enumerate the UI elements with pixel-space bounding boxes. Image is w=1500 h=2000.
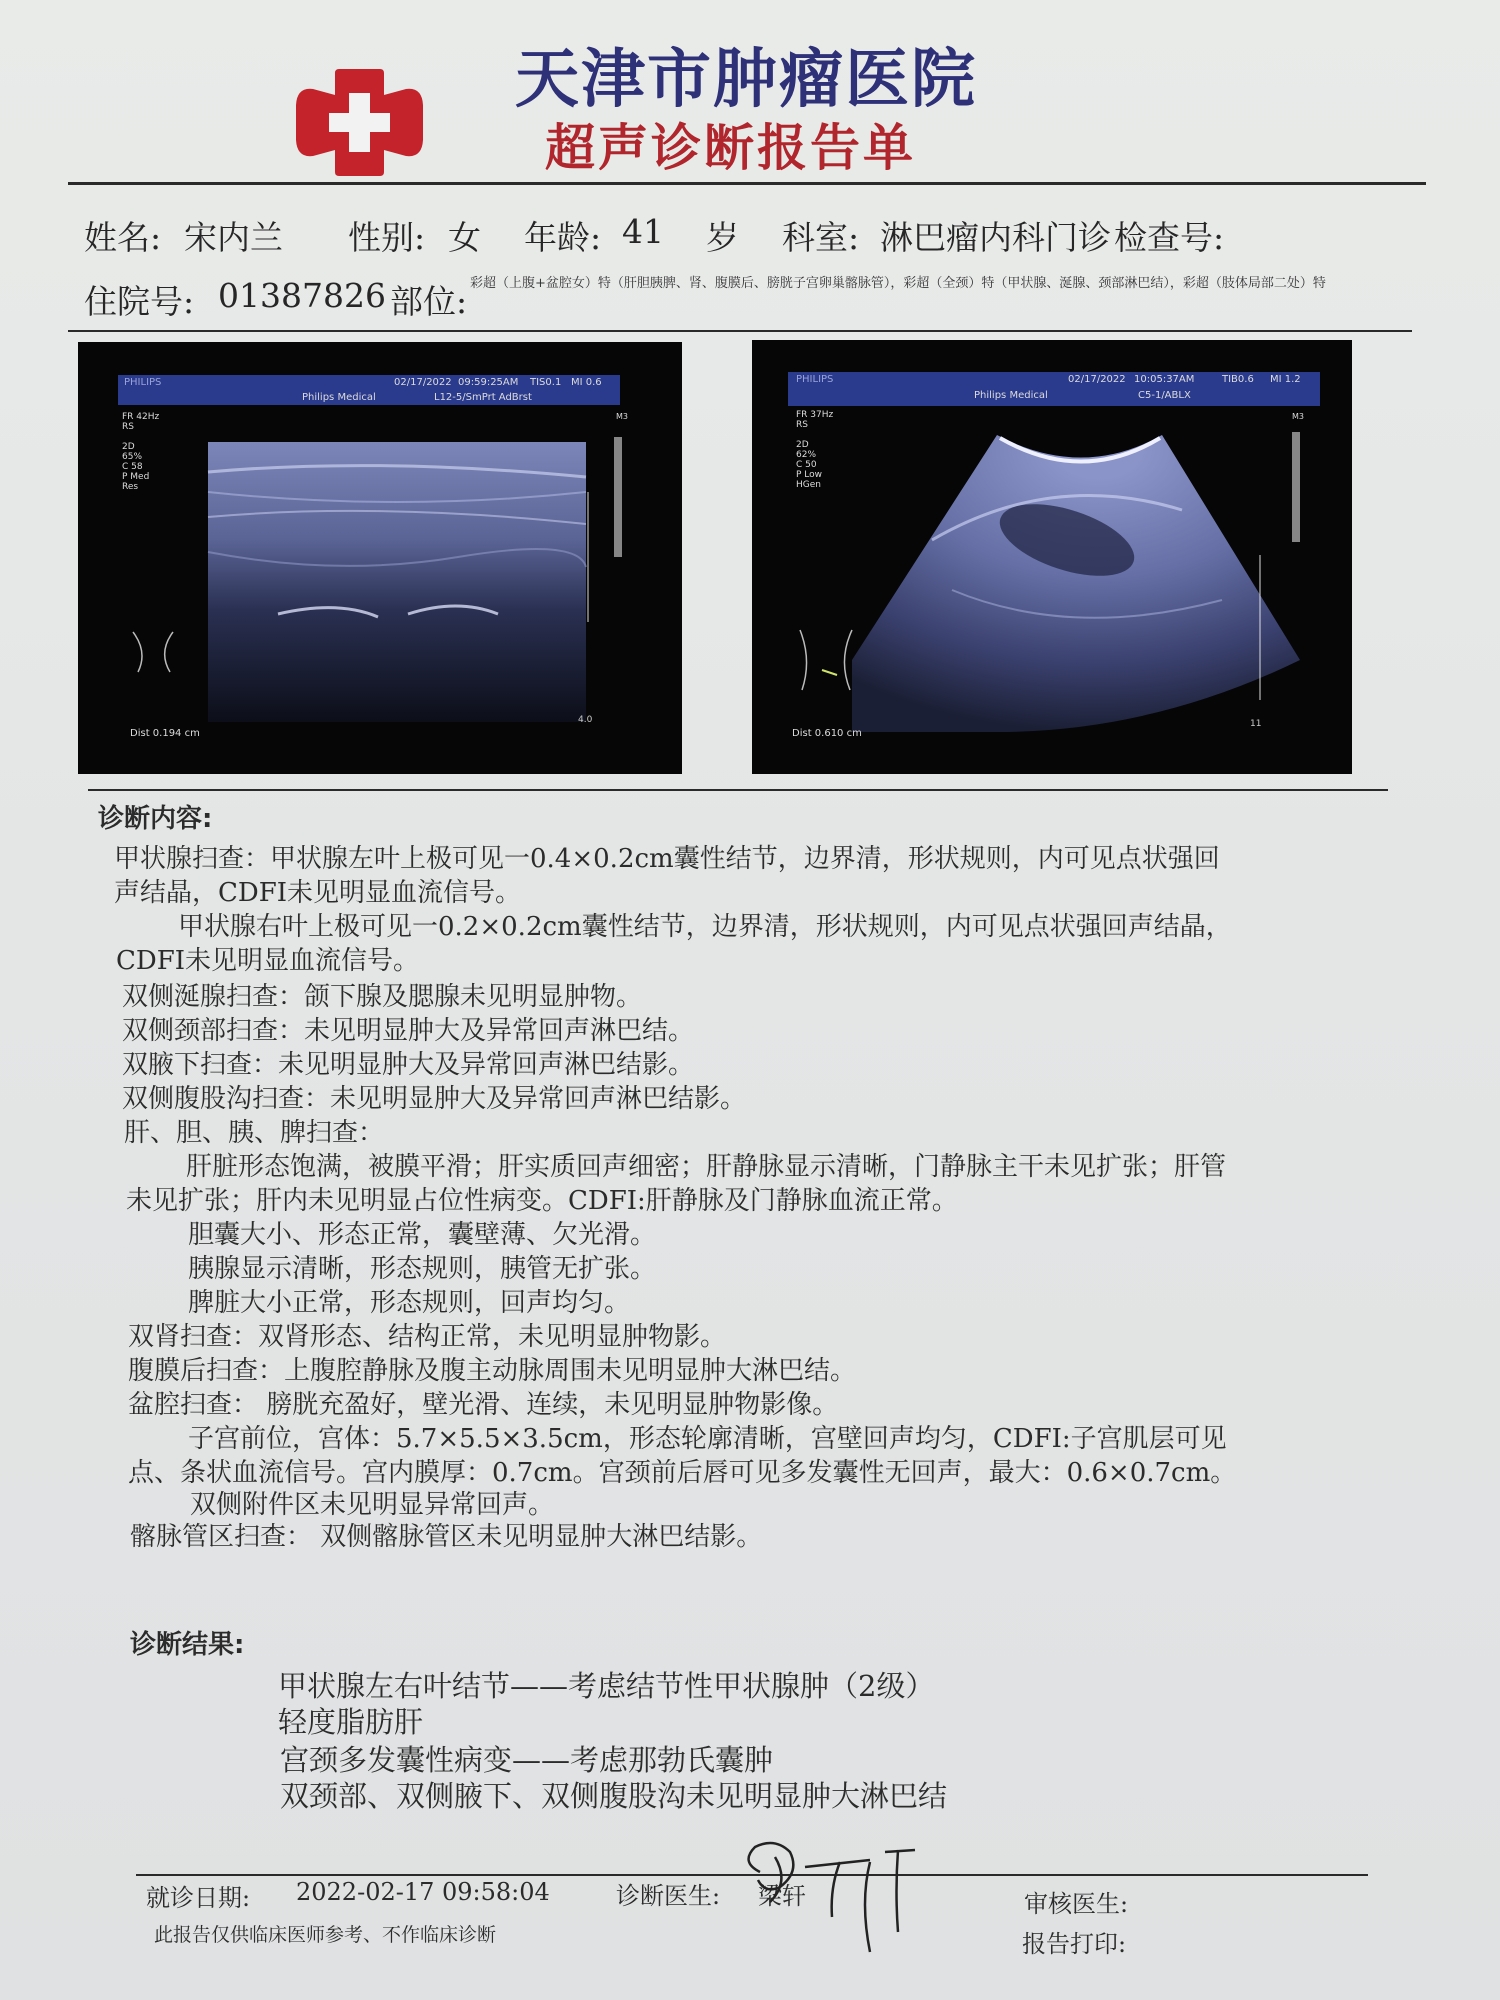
reviewer-label: 审核医生: [1024, 1890, 1129, 1918]
exam-no-label: 检查号: [1114, 218, 1225, 257]
hospital-name: 天津市肿瘤医院 [515, 42, 977, 117]
result-item: 甲状腺左右叶结节——考虑结节性甲状腺肿（2级） [278, 1669, 935, 1703]
diagnosis-line: 双肾扫查：双肾形态、结构正常，未见明显肿物影。 [128, 1322, 727, 1352]
diagnosis-line: 胆囊大小、形态正常，囊壁薄、欠光滑。 [188, 1220, 657, 1250]
print-label: 报告打印: [1022, 1930, 1127, 1958]
us1-maker: Philips Medical [302, 392, 376, 403]
diagnosis-line: 双侧涎腺扫查：颌下腺及腮腺未见明显肿物。 [122, 982, 643, 1012]
age-unit: 岁 [706, 218, 739, 257]
ultrasound-image-1 [78, 342, 682, 774]
us2-maker: Philips Medical [974, 390, 1048, 401]
diagnosis-line: 腹膜后扫查：上腹腔静脉及腹主动脉周围未见明显肿大淋巴结。 [128, 1356, 857, 1386]
us1-date: 02/17/2022 [394, 377, 452, 388]
report-title: 超声诊断报告单 [545, 118, 916, 177]
diagnosis-line: 声结晶，CDFI未见明显血流信号。 [114, 878, 522, 908]
result-item: 宫颈多发囊性病变——考虑那勃氏囊肿 [280, 1743, 774, 1777]
inpatient-label: 住院号: [84, 282, 195, 321]
visit-date-label: 就诊日期: [146, 1884, 251, 1912]
visit-date: 2022-02-17 09:58:04 [296, 1878, 550, 1906]
result-heading: 诊断结果: [130, 1630, 245, 1660]
diagnosis-line: 胰腺显示清晰，形态规则，胰管无扩张。 [188, 1254, 657, 1284]
us1-scan [78, 342, 682, 774]
diagnosis-line: 双侧腹股沟扫查：未见明显肿大及异常回声淋巴结影。 [122, 1084, 747, 1114]
diagnosis-line: 点、条状血流信号。宫内膜厚：0.7cm。宫颈前后唇可见多发囊性无回声，最大：0.6×0.7cm。 [128, 1458, 1237, 1488]
exam-site: 彩超（上腹+盆腔女）特（肝胆胰脾、肾、腹膜后、膀胱子宫卵巢髂脉管），彩超（全颈）特（甲状腺、涎腺、颈部淋巴结），彩超（肢体局部二处）特 [470, 276, 1326, 291]
diagnosis-line: 脾脏大小正常，形态规则，回声均匀。 [188, 1288, 631, 1318]
svg-text:11: 11 [1250, 719, 1262, 729]
us1-mode: M3 [616, 412, 628, 421]
patient-dept: 淋巴瘤内科门诊 [880, 218, 1111, 257]
us1-mi: MI 0.6 [571, 377, 602, 388]
images-divider [88, 789, 1388, 791]
diagnosis-line: 未见扩张；肝内未见明显占位性病变。CDFI:肝静脉及门静脉血流正常。 [126, 1186, 958, 1216]
diagnosis-line: 双侧附件区未见明显异常回声。 [190, 1490, 555, 1520]
site-label: 部位: [390, 282, 468, 321]
gender-label: 性别: [348, 218, 426, 257]
us2-brand: PHILIPS [796, 374, 834, 385]
patient-age: 41 [622, 212, 664, 251]
us1-time: 09:59:25AM [458, 377, 519, 388]
us2-date: 02/17/2022 [1068, 374, 1126, 385]
us2-tis: TIB0.6 [1222, 374, 1254, 385]
diagnosis-line: 甲状腺右叶上极可见一0.2×0.2cm囊性结节，边界清，形状规则，内可见点状强回声结晶， [178, 912, 1232, 942]
diagnosis-line: 双侧颈部扫查：未见明显肿大及异常回声淋巴结。 [122, 1016, 695, 1046]
diagnosis-line: 子宫前位，宫体：5.7×5.5×3.5cm，形态轮廓清晰，宫壁回声均匀，CDFI:子宫肌层可见 [188, 1424, 1227, 1454]
dept-label: 科室: [782, 218, 860, 257]
doctor-signature [720, 1832, 930, 1962]
doctor-label: 诊断医生: [616, 1882, 721, 1910]
diagnosis-line: 盆腔扫查： 膀胱充盈好，壁光滑、连续，未见明显肿物影像。 [128, 1390, 839, 1420]
us2-mode: M3 [1292, 412, 1304, 421]
doctor-name: 梁轩 [758, 1882, 806, 1910]
diagnosis-line: 肝脏形态饱满，被膜平滑；肝实质回声细密；肝静脉显示清晰，门静脉主干未见扩张；肝管 [186, 1152, 1227, 1182]
result-item: 轻度脂肪肝 [278, 1705, 424, 1739]
diagnosis-line: 肝、胆、胰、脾扫查： [124, 1118, 385, 1148]
header-divider [68, 182, 1426, 185]
diagnosis-line: 双腋下扫查：未见明显肿大及异常回声淋巴结影。 [122, 1050, 695, 1080]
age-label: 年龄: [524, 218, 602, 257]
diagnosis-line: 髂脉管区扫查： 双侧髂脉管区未见明显肿大淋巴结影。 [130, 1522, 763, 1552]
inpatient-no: 01387826 [218, 276, 386, 315]
info-divider [68, 330, 1412, 332]
us2-time: 10:05:37AM [1134, 374, 1195, 385]
diagnosis-line: 甲状腺扫查：甲状腺左叶上极可见一0.4×0.2cm囊性结节，边界清，形状规则，内可见点状强回 [114, 844, 1220, 874]
diagnosis-heading: 诊断内容: [98, 804, 213, 834]
ultrasound-image-2 [752, 340, 1352, 774]
us1-dist: Dist 0.194 cm [130, 728, 200, 739]
us1-params: FR 42Hz RS 2D 65% C 58 P Med Res [122, 412, 160, 492]
diagnosis-line: CDFI未见明显血流信号。 [116, 946, 420, 976]
svg-text:4.0: 4.0 [578, 715, 593, 725]
disclaimer: 此报告仅供临床医师参考、不作临床诊断 [154, 1924, 497, 1946]
us1-brand: PHILIPS [124, 377, 162, 388]
patient-name: 宋内兰 [184, 218, 283, 257]
us1-probe: L12-5/SmPrt AdBrst [434, 392, 532, 403]
result-item: 双颈部、双侧腋下、双侧腹股沟未见明显肿大淋巴结 [280, 1779, 948, 1813]
us2-dist: Dist 0.610 cm [792, 728, 862, 739]
name-label: 姓名: [84, 218, 162, 257]
us2-params: FR 37Hz RS 2D 62% C 50 P Low HGen [796, 410, 834, 490]
us2-mi: MI 1.2 [1270, 374, 1301, 385]
hospital-cross-logo [292, 65, 427, 180]
us2-probe: C5-1/ABLX [1138, 390, 1191, 401]
us1-tis: TIS0.1 [530, 377, 562, 388]
us2-scan [752, 340, 1352, 774]
patient-gender: 女 [448, 218, 481, 257]
